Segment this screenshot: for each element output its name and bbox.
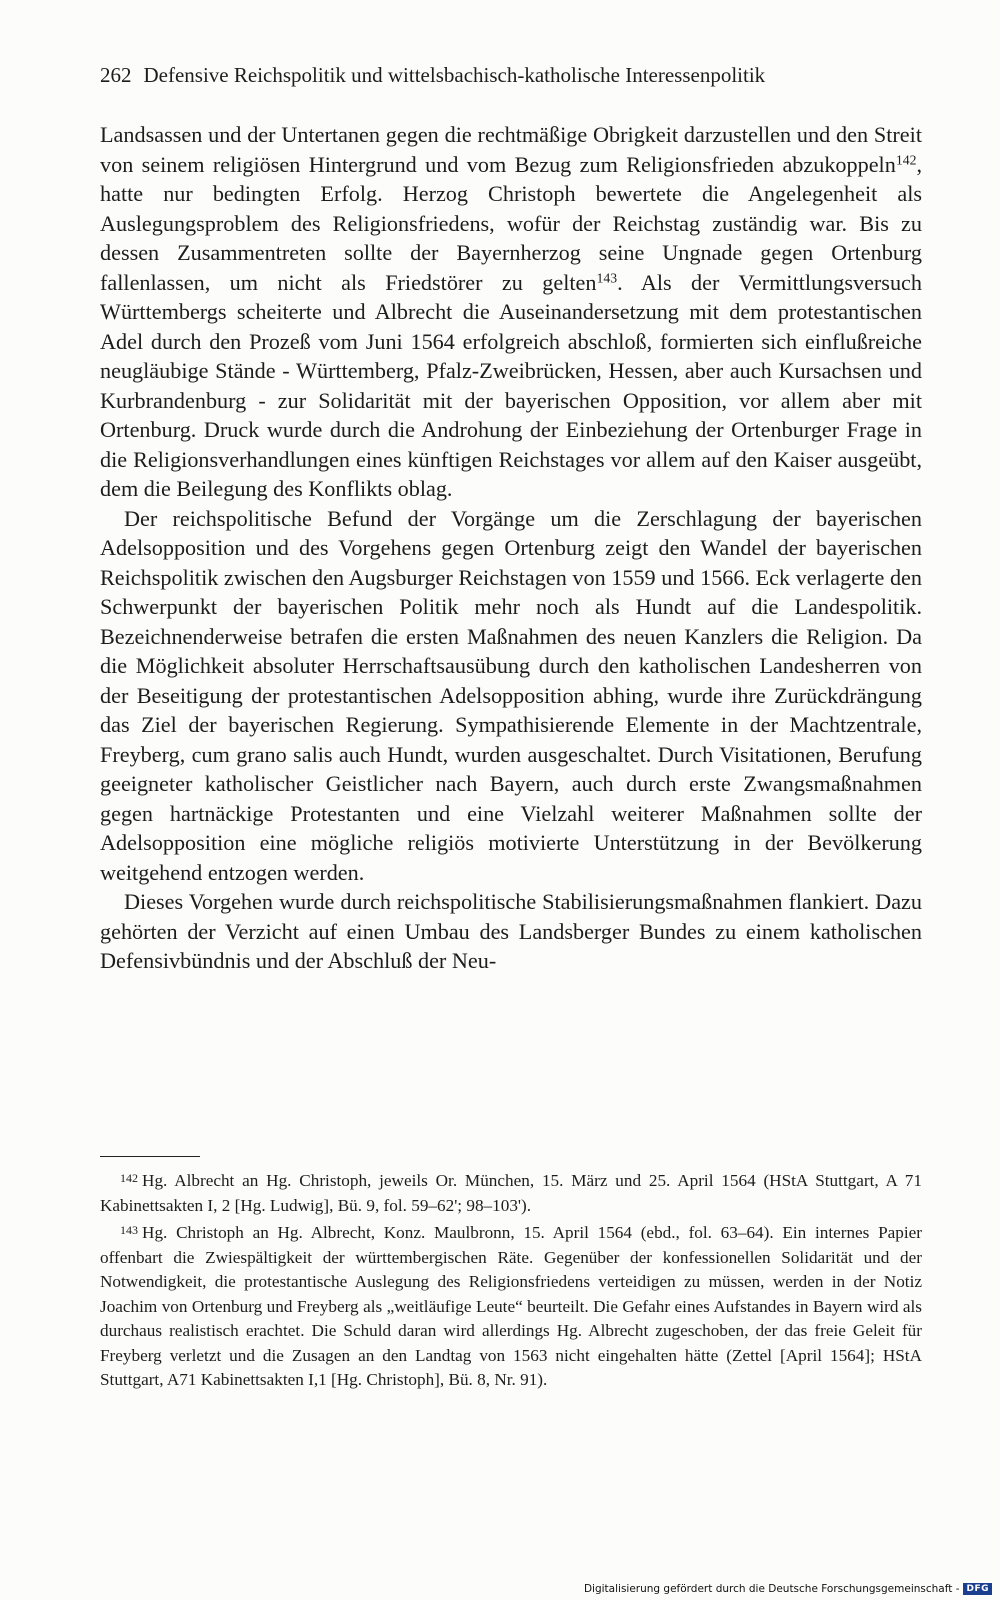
paragraph-2: Der reichspolitische Befund der Vorgänge um die Zerschlagung der bayerischen Adelsopposition und des Vorgehens gegen Ortenburg zeigt den Wandel der bayerischen Reichspolitik zwischen den Augsburger Reichstagen von 1559 und 1566. Eck verlagerte den Schwerpunkt der bayerischen Politik mehr noch als Hundt auf die Landespolitik. Bezeichnenderweise betrafen die ersten Maßnahmen des neuen Kanzlers die Religion. Da die Möglichkeit absoluter Herrschaftsausübung durch den katholischen Landesherren von der Beseitigung der protestantischen Adelsopposition abhing, wurde ihre Zurückdrängung das Ziel der bayerischen Regierung. Sympathisierende Elemente in der Machtzentrale, Freyberg, cum grano salis auch Hundt, wurden ausgeschaltet. Durch Visitationen, Berufung geeigneter katholischer Geistlicher nach Bayern, auch durch erste Zwangsmaßnahmen gegen hartnäckige Protestanten und eine Vielzahl weiterer Maßnahmen sollte der Adelsopposition eine mögliche religiös motivierte Unterstützung in der Bevölkerung weitgehend entzogen werden. (100, 505, 922, 885)
footnote-text: Hg. Albrecht an Hg. Christoph, jeweils Or. München, 15. März und 25. April 1564 (HStA Stuttgart, A 71 Kabinettsakten I, 2 [Hg. Ludwig], Bü. 9, fol. 59–62'; 98–103'). (100, 1171, 922, 1215)
footnote-mark: 142 (120, 1171, 139, 1185)
page-number: 262 (100, 63, 132, 87)
footnote-143 (100, 1218, 922, 1393)
footnotes (100, 1166, 922, 1393)
footnote-ref-142[interactable]: 142 (895, 151, 917, 167)
paragraph-1-part-c: . Als der Vermittlungsversuch Württembergs scheiterte und Albrecht die Auseinandersetzung mit dem protestantischen Adel durch den Prozeß vom Juni 1564 erfolgreich abschloß, formierten sich einflußreiche neugläubige Stände - Württemberg, Pfalz-Zweibrücken, Hessen, aber auch Kursachsen und Kurbrandenburg - zur Solidarität mit der bayerischen Opposition, vor allem aber mit Ortenburg. Druck wurde durch die Androhung der Einbeziehung der Ortenburger Frage in die Religionsverhandlungen eines künftigen Reichstages vor allem auf den Kaiser ausgeübt, dem die Beilegung des Konflikts oblag. (100, 269, 922, 501)
footnote-142 (100, 1166, 922, 1218)
paragraph-1 (100, 120, 922, 504)
digitization-credit (584, 1583, 992, 1595)
footnote-text: Hg. Christoph an Hg. Albrecht, Konz. Maulbronn, 15. April 1564 (ebd., fol. 63–64). Ein internes Papier offenbart die Zwiespältigkeit der württembergischen Räte. Gegenüber der konfessionellen Solidarität und der Notwendigkeit, die protestantische Auslegung des Religionsfriedens verteidigen zu müssen, werden in der Notiz Joachim von Ortenburg und Freyberg als „weitläufige Leute“ beurteilt. Die Gefahr eines Aufstandes in Bayern wird als durchaus realistisch erachtet. Die Schuld daran wird allerdings Hg. Albrecht zugeschoben, der das freie Geleit für Freyberg verletzt und die Zusagen an den Landtag von 1563 nicht eingehalten hätte (Zettel [April 1564]; HStA Stuttgart, A71 Kabinettsakten I,1 [Hg. Christoph], Bü. 8, Nr. 91). (100, 1223, 922, 1390)
running-head (100, 62, 900, 88)
footnote-divider (100, 1156, 200, 1157)
paragraph-1-part-b: , hatte nur bedingten Erfolg. Herzog Christoph bewertete die Angelegenheit als Auslegungsproblem des Religionsfriedens, wofür der Reichstag zuständig war. Bis zu dessen Zusammentreten sollte der Bayernherzog seine Ungnade gegen Ortenburg fallenlassen, um nicht als Friedstörer zu gelten (100, 151, 922, 295)
dfg-logo: DFG (963, 1583, 992, 1595)
footnote-ref-143[interactable]: 143 (596, 269, 618, 285)
credit-text: Digitalisierung gefördert durch die Deutsche Forschungsgemeinschaft - (583, 1583, 960, 1595)
paragraph-1-part-a: Landsassen und der Untertanen gegen die rechtmäßige Obrigkeit darzustellen und den Streit von seinem religiösen Hintergrund und vom Bezug zum Religionsfrieden abzukoppeln (100, 122, 922, 177)
footnote-mark: 143 (120, 1223, 139, 1238)
paragraph-3: Dieses Vorgehen wurde durch reichspolitische Stabilisierungsmaßnahmen flankiert. Dazu gehörten der Verzicht auf einen Umbau des Landsberger Bundes zu einem katholischen Defensivbündnis und der Abschluß der Neu- (100, 889, 922, 973)
running-title: Defensive Reichspolitik und wittelsbachisch-katholische Interessenpolitik (143, 63, 766, 87)
main-text (100, 120, 922, 976)
